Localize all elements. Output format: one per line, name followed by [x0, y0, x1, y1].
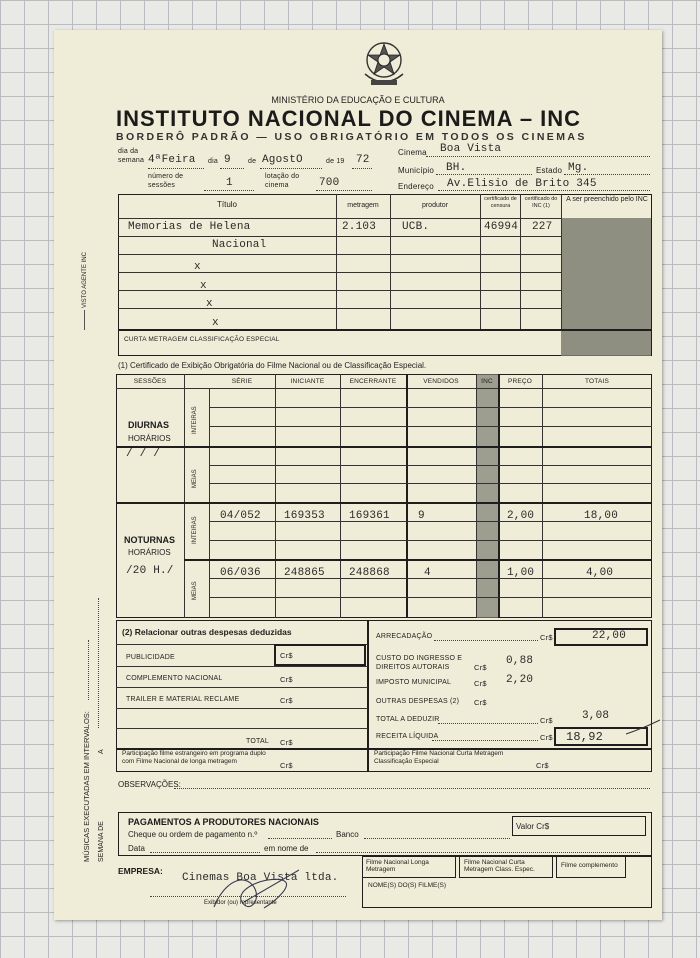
meias-total: 4,00	[586, 567, 614, 579]
lotacao-value: 700	[319, 177, 340, 189]
noturnas-horarios-label: HORÁRIOS	[128, 548, 171, 557]
imposto-value: 2,20	[506, 674, 534, 686]
noturnas-meias-label: MEIAS	[192, 581, 198, 600]
nomes-filmes-label: NOME(S) DO(S) FILME(S)	[368, 882, 446, 889]
outras-despesas-label: OUTRAS DESPESAS (2)	[376, 698, 460, 705]
cheque-label: Cheque ou ordem de pagamento n.º	[128, 830, 258, 839]
publicidade-label: PUBLICIDADE	[126, 654, 175, 661]
sessions-header-inc: INC	[481, 378, 493, 385]
diurnas-meias-label: MEIAS	[192, 469, 198, 488]
noturnas-inteiras-label: INTEIRAS	[192, 516, 198, 544]
imposto-currency: Cr$	[474, 679, 487, 688]
custo-value: 0,88	[506, 655, 534, 667]
total-deduzir-value: 3,08	[582, 710, 610, 722]
film-cert-inc: 227	[532, 221, 553, 233]
inteiras-total: 18,00	[584, 510, 619, 522]
musicas-label: MÚSICAS EXECUTADAS EM INTERVALOS:	[82, 711, 91, 862]
film-cert-censura: 46994	[484, 221, 519, 233]
films-header-produtor: produtor	[421, 202, 449, 209]
outras-despesas-currency: Cr$	[474, 698, 487, 707]
data-label: Data	[128, 844, 145, 853]
receita-label: RECEITA LÍQUIDA	[376, 733, 439, 740]
sessions-header-sessoes: SESSÕES	[133, 378, 167, 385]
ministry-label: MINISTÉRIO DA EDUCAÇÃO E CULTURA	[271, 95, 445, 105]
dia-value: 9	[224, 154, 231, 166]
sessions-header-encerrante: ENCERRANTE	[349, 378, 397, 385]
pagamentos-title: PAGAMENTOS A PRODUTORES NACIONAIS	[128, 817, 319, 827]
estado-value: Mg.	[568, 162, 589, 174]
inteiras-serie: 04/052	[220, 510, 261, 522]
complemento-filme-label: Filme complemento	[561, 862, 618, 869]
municipio-value: BH.	[446, 162, 467, 174]
custo-currency: Cr$	[474, 663, 487, 672]
empresa-label: EMPRESA:	[118, 866, 163, 876]
arrecadacao-label: ARRECADAÇÃO	[376, 633, 433, 640]
inteiras-encerrante: 169361	[349, 510, 390, 522]
cinema-label: Cinema	[398, 148, 427, 157]
diurnas-horarios-label: HORÁRIOS	[128, 434, 171, 443]
municipio-label: Município	[398, 166, 435, 175]
film-nacional: Nacional	[212, 239, 267, 251]
trailer-currency: Cr$	[280, 696, 293, 705]
longa-label: Filme Nacional Longa Metragem	[366, 859, 429, 873]
films-header-cert-inc: certificado do INC (1)	[524, 196, 558, 209]
arrecadacao-currency: Cr$	[540, 633, 553, 642]
trailer-label: TRAILER E MATERIAL RECLAME	[126, 696, 240, 703]
mes-value: AgostO	[262, 154, 303, 166]
inteiras-vendidos: 9	[418, 510, 425, 522]
observacoes-label: OBSERVAÇÕES:	[118, 780, 181, 789]
semana-de-label: SEMANA DE	[98, 821, 105, 862]
note-certificado: (1) Certificado de Exibição Obrigatória do Filme Nacional ou de Classificação Especial.	[118, 361, 427, 370]
participacao-estrangeiro-label: Participação filme estrangeiro em programa duplo com Filme Nacional de longa metragem	[122, 750, 266, 765]
signature-icon	[204, 862, 314, 920]
bordero-form	[54, 30, 662, 920]
estado-label: Estado	[536, 166, 563, 175]
ano-value: 72	[356, 154, 370, 166]
receita-value: 18,92	[566, 730, 604, 744]
dia-label: dia	[208, 158, 218, 165]
cinema-value: Boa Vista	[440, 143, 502, 155]
em-nome-de-label: em nome de	[264, 844, 309, 853]
dia-da-semana-value: 4ªFeira	[148, 154, 196, 166]
film-mark-1: x	[194, 261, 201, 273]
inteiras-preco: 2,00	[507, 510, 535, 522]
page-title: INSTITUTO NACIONAL DO CINEMA – INC	[116, 106, 582, 131]
meias-vendidos: 4	[424, 567, 431, 579]
dia-da-semana-label: dia da semana	[118, 148, 145, 164]
total-deduzir-label: TOTAL A DEDUZIR	[376, 716, 440, 723]
meias-preco: 1,00	[507, 567, 535, 579]
sessions-header-vendidos: VENDIDOS	[423, 378, 459, 385]
complemento-currency: Cr$	[280, 675, 293, 684]
lotacao-label: lotação do cinema	[265, 173, 300, 189]
participacao-curta-label: Participação Filme Nacional Curta Metragem Classificação Especial	[374, 750, 504, 765]
meias-encerrante: 248868	[349, 567, 390, 579]
total-deduzir-currency: Cr$	[540, 716, 553, 725]
film-metragem: 2.103	[342, 221, 377, 233]
diurnas-inteiras-label: INTEIRAS	[192, 406, 198, 434]
check-mark-icon	[624, 718, 664, 738]
imposto-label: IMPOSTO MUNICIPAL	[376, 679, 452, 686]
despesas-total-label: TOTAL	[246, 738, 269, 745]
films-header-titulo: Título	[216, 200, 237, 209]
valor-label: Valor Cr$	[516, 822, 550, 831]
sessions-header-iniciante: INICIANTE	[290, 378, 325, 385]
film-title: Memorias de Helena	[128, 221, 251, 233]
film-produtor: UCB.	[402, 221, 430, 233]
curta-label: Filme Nacional Curta Metragem Class. Espec.	[464, 859, 535, 873]
receita-currency: Cr$	[540, 733, 553, 742]
diurnas-label: DIURNAS	[128, 420, 170, 430]
visto-agente-label: VISTO AGENTE INC	[82, 252, 88, 308]
sessions-header-totais: TOTAIS	[584, 378, 610, 385]
empresa-value: Cinemas Boa Vista ltda.	[182, 872, 339, 884]
semana-a-label: A	[98, 749, 105, 754]
films-header-metragem: metragem	[347, 202, 379, 209]
sessions-header-preco: PREÇO	[507, 378, 533, 385]
despesas-title: (2) Relacionar outras despesas deduzidas	[122, 627, 292, 637]
endereco-value: Av.Elisio de Brito 345	[447, 178, 597, 190]
exibidor-label: Exibidor (ou) representante	[204, 900, 277, 906]
noturnas-horario: /20 H./	[126, 565, 174, 577]
brazil-coat-of-arms-icon	[359, 38, 409, 90]
films-header-inc-fill: A ser preenchido pelo INC	[566, 196, 648, 203]
curta-metragem-label: CURTA METRAGEM CLASSIFICAÇÃO ESPECIAL	[124, 336, 280, 343]
sessions-header-serie: SÉRIE	[231, 378, 253, 385]
custo-label: CUSTO DO INGRESSO E DIREITOS AUTORAIS	[376, 655, 463, 671]
endereco-label: Endereço	[398, 182, 434, 191]
film-mark-2: x	[200, 280, 207, 292]
arrecadacao-value: 22,00	[592, 630, 627, 642]
publicidade-currency: Cr$	[280, 651, 293, 660]
complemento-label: COMPLEMENTO NACIONAL	[126, 675, 223, 682]
despesas-total-currency: Cr$	[280, 738, 293, 747]
participacao-estrangeiro-currency: Cr$	[280, 761, 293, 770]
meias-serie: 06/036	[220, 567, 261, 579]
noturnas-label: NOTURNAS	[124, 535, 175, 545]
numero-sessoes-value: 1	[226, 177, 233, 189]
film-mark-3: x	[206, 298, 213, 310]
films-header-cert-censura: certificado de censura	[484, 196, 517, 209]
de-label: de	[248, 158, 257, 165]
film-mark-4: x	[212, 317, 219, 329]
participacao-curta-currency: Cr$	[536, 761, 549, 770]
diurnas-horario: / / /	[126, 448, 161, 460]
inteiras-iniciante: 169353	[284, 510, 325, 522]
meias-iniciante: 248865	[284, 567, 325, 579]
page-subtitle: BORDERÔ PADRÃO — USO OBRIGATÓRIO EM TODOS OS CINEMAS	[116, 131, 587, 143]
banco-label: Banco	[336, 830, 359, 839]
ano-prefix-label: de 19	[326, 158, 345, 165]
numero-sessoes-label: número de sessões	[148, 173, 184, 189]
